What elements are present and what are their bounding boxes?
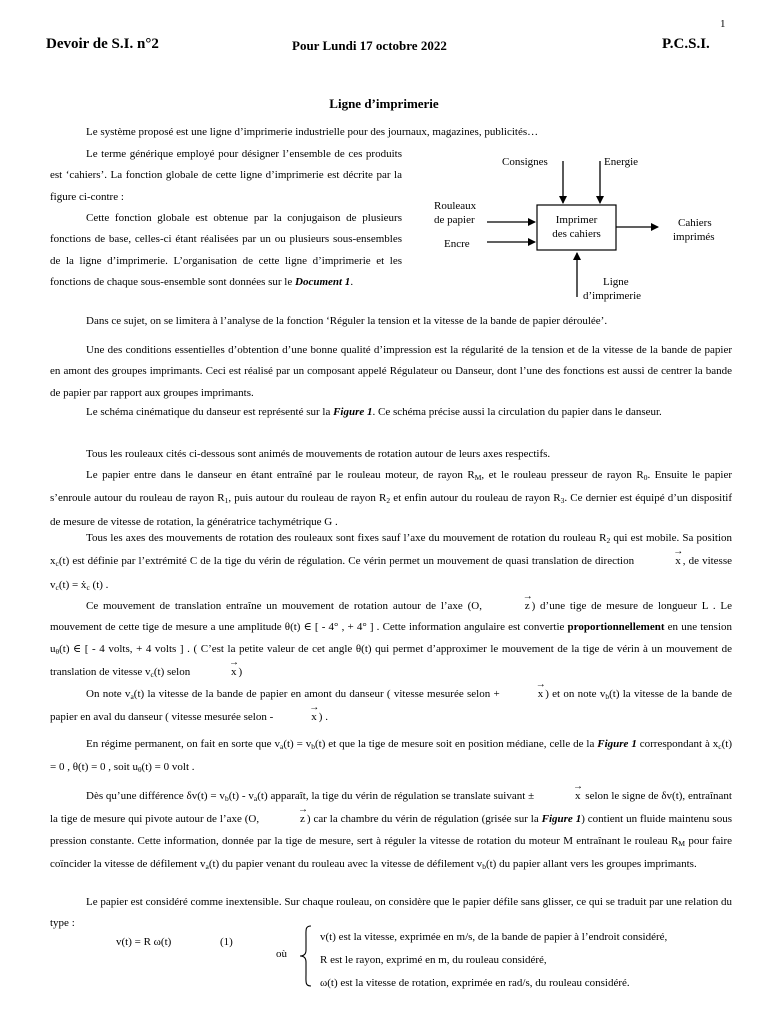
diagram-label-encre: Encre [444, 238, 470, 250]
subscript: b [224, 794, 229, 803]
header-center: Pour Lundi 17 octobre 2022 [292, 38, 447, 53]
subscript: 3 [560, 496, 565, 506]
text-run: (t) ∈ [ - 4 volts, + 4 volts ] . ( C’est la petite valeur de cet angle θ(t) qui permet d’approximer le mouvement de la tige de vérin à un mouvement de translation de vitesse v [50, 642, 732, 678]
paragraph-position [50, 528, 732, 598]
vector-z: → z [262, 809, 307, 830]
subscript: c [150, 669, 154, 679]
header-right: P.C.S.I. [662, 36, 710, 52]
diagram-label-rouleaux: Rouleaux [434, 200, 477, 212]
text-run: (t) = 0 volt . [141, 761, 195, 774]
subscript: M [678, 838, 686, 848]
vector-x: → x [537, 786, 583, 807]
text-run: (t) = v [283, 738, 312, 750]
paragraph-difference [50, 786, 732, 877]
curly-brace [298, 924, 314, 988]
paragraph-scope: Dans ce sujet, on se limitera à l’analyse de la fonction ‘Réguler la tension et la vitesse de la bande de papier déroulée’. [86, 315, 608, 327]
definition-r: R est le rayon, exprimé en m, du rouleau considéré, [320, 954, 547, 966]
text-run: Le schéma cinématique du danseur est représenté sur la [86, 406, 334, 418]
text-run: (t) du papier allant vers les groupes imprimants. [485, 857, 697, 870]
formula-ou: où [276, 948, 287, 960]
subscript: θ [137, 765, 142, 775]
text-run: ) . [318, 711, 328, 724]
paragraph-notation [50, 684, 732, 729]
subscript: b [311, 742, 315, 751]
paragraph-tige-mesure [50, 596, 732, 685]
paragraph-cahiers: Le terme générique employé pour désigner l’ensemble de ces produits est ‘cahiers’. La fonction globale de cette ligne d’imprimerie est décrite par la figure ci-contre : [50, 148, 402, 203]
paragraph-papier-entree [50, 465, 732, 533]
paragraph-schema [50, 402, 732, 423]
definition-omega: ω(t) est la vitesse de rotation, exprimée en rad/s, du rouleau considéré. [320, 977, 630, 989]
text-run: (t) la vitesse de la bande de papier en amont du danseur ( vitesse mesurée selon + [133, 688, 500, 700]
text-run: . Ce dernier est équipé d’un dispositif de mesure de vitesse de rotation, la génératrice tachymétrique G . [50, 492, 733, 528]
diagram-label-de-papier: de papier [434, 214, 475, 226]
diagram-label-energie: Energie [604, 156, 639, 168]
text-run: , puis autour du rouleau de rayon R [228, 492, 387, 505]
box-line-2: des cahiers [552, 228, 601, 240]
text-run: ) d’une tige de mesure de longueur L . Le mouvement de cette tige de mesure a une amplitude θ(t) ∈ [ - 4° , + 4° ] . Cette information angulaire est convertie [50, 600, 733, 634]
subscript: θ [55, 646, 60, 656]
text-run: , de vitesse v [50, 555, 733, 591]
text-run: . Ensuite le papier s’enroule autour du rouleau de rayon R [50, 469, 732, 505]
text-run: (t) apparaît, la tige du vérin de régulation se translate suivant ± [257, 790, 537, 802]
text-run: (t) et que la tige de mesure soit en position médiane, celle de la [314, 738, 598, 750]
formula-number: (1) [220, 936, 233, 948]
text-run: Cette fonction globale est obtenue par la conjugaison de plusieurs fonctions de base, celles-ci étant réalisées par un ou plusieurs sous-ensembles de la ligne d’imprimerie. L’organisation de cette ligne d’imprimerie et les fonctions de chaque sous-ensemble sont données sur le [50, 212, 402, 288]
vector-x: → x [273, 707, 319, 728]
bold-word: proportionnellement [567, 621, 665, 634]
text-run: (t) . [89, 578, 109, 591]
subscript: b [482, 861, 486, 871]
paragraph-intro: Le système proposé est une ligne d’imprimerie industrielle pour des journaux, magazines, publicités… [86, 126, 539, 138]
subscript: M [474, 473, 482, 482]
document-1-reference: Document 1 [295, 275, 351, 288]
paragraph-regime-permanent [50, 734, 732, 781]
subscript: 2 [606, 536, 611, 545]
text-run: (t) = 0 , θ(t) = 0 , soit u [50, 738, 732, 774]
vector-x: → x [500, 684, 546, 705]
text-run: (t) - v [228, 790, 254, 802]
formula-equation: v(t) = R ω(t) [116, 936, 172, 948]
text-run: Le papier entre dans le danseur en étant entraîné par le rouleau moteur, de rayon R [86, 469, 475, 481]
subscript: 1 [224, 496, 229, 506]
vector-x: → x [193, 662, 239, 683]
text-run: pour faire coïncider la vitesse de défilement v [50, 834, 733, 870]
text-run: En régime permanent, on fait en sorte que v [86, 738, 280, 750]
text-run: (t) selon [153, 665, 193, 678]
paragraph-inextensible: Le papier est considéré comme inextensible. Sur chaque rouleau, on considère que le papier défile sans glisser, ce qui se traduit par une relation du type : [50, 896, 732, 930]
text-run: . [350, 275, 354, 288]
text-run: qui est mobile. Sa position x [50, 532, 733, 568]
figure-1-reference: Figure 1 [333, 406, 373, 418]
text-run: et enfin autour du rouleau de rayon R [390, 492, 561, 505]
header-left: Devoir de S.I. n°2 [46, 36, 159, 52]
subscript: a [130, 692, 134, 701]
text-run: , et le rouleau presseur de rayon R [481, 469, 644, 481]
diagram-label-imprimes: imprimés [673, 231, 715, 243]
subscript: c [86, 582, 90, 592]
text-run: ) car la chambre du vérin de régulation (grisée sur la [306, 813, 542, 826]
text-run: Tous les axes des mouvements de rotation des rouleaux sont fixes sauf l’axe du mouvement de rotation du rouleau R [86, 532, 607, 544]
text-run: correspondant à x [636, 738, 719, 750]
text-run: ) et on note v [545, 688, 606, 700]
text-run: On note v [86, 688, 131, 700]
text-run: (t) du papier venant du rouleau avec la vitesse de défilement v [208, 857, 483, 870]
paragraph-fonction-globale [50, 208, 402, 293]
text-run: . Ce schéma précise aussi la circulation du papier dans le danseur. [372, 406, 662, 418]
text-run: en une tension u [50, 621, 733, 655]
diagram-label-ligne: Ligne [603, 276, 629, 288]
text-run: selon le signe de δv(t), entraînant la tige de mesure qui pivote autour de l’axe (O, [50, 790, 732, 826]
page-number: 1 [720, 18, 726, 30]
figure-1-reference: Figure 1 [541, 813, 582, 826]
definition-v: v(t) est la vitesse, exprimée en m/s, de la bande de papier à l’endroit considéré, [320, 931, 668, 943]
text-run: ) [238, 665, 243, 678]
diagram-label-consignes: Consignes [502, 156, 548, 168]
diagram-label-imprimerie: d’imprimerie [583, 290, 642, 302]
paragraph-rouleaux: Tous les rouleaux cités ci-dessous sont animés de mouvements de rotation autour de leurs axes respectifs. [86, 448, 551, 460]
text-run: Dès qu’une différence δv(t) = v [86, 790, 225, 802]
subscript: c [55, 582, 59, 592]
figure-1-reference: Figure 1 [597, 738, 637, 750]
diagram-label-cahiers: Cahiers [678, 217, 712, 229]
document-title: Ligne d’imprimerie [329, 96, 439, 111]
vector-x: → x [637, 551, 683, 572]
paragraph-danseur: Une des conditions essentielles d’obtention d’une bonne qualité d’impression est la régularité de la tension et de la vitesse de la bande de papier en amont des groupes imprimants. Ceci est réalisé par un composant appelé Régulateur ou Danseur, dont l’une des fonctions est aussi de centrer la bande de papier par rapport aux groupes imprimants. [50, 344, 732, 399]
subscript: b [605, 692, 610, 701]
subscript: a [253, 794, 258, 803]
subscript: 2 [386, 496, 391, 506]
subscript: 0 [643, 473, 648, 482]
subscript: a [279, 742, 284, 751]
text-run: (t) la vitesse de la bande de papier en aval du danseur ( vitesse mesurée selon - [50, 688, 732, 724]
text-run: (t) est définie par l’extrémité C de la tige du vérin de régulation. Ce vérin permet un mouvement de quasi translation de direction [58, 555, 638, 568]
formula-definitions [320, 926, 667, 995]
text-run: ) contient un fluide maintenu sous pression constante. Cette information, donnée par la tige de mesure, sert à réguler la vitesse de rotation du moteur M entraînant le rouleau R [50, 813, 732, 847]
text-run: Ce mouvement de translation entraîne un mouvement de rotation autour de l’axe (O, [86, 600, 487, 612]
subscript: c [55, 559, 59, 569]
box-line-1: Imprimer [555, 214, 598, 226]
vector-z: → z [487, 596, 532, 617]
sadt-diagram [420, 145, 740, 310]
text-run: (t) = ẋ [58, 578, 87, 591]
subscript: a [205, 861, 209, 871]
subscript: c [718, 742, 722, 751]
